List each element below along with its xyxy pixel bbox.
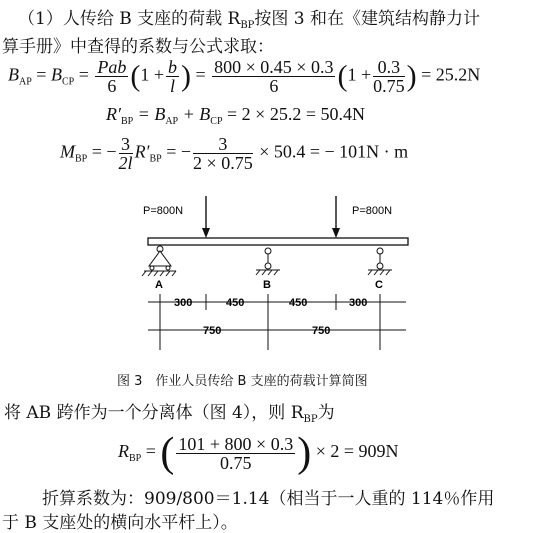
eq3-frac2-num: 3 [193,135,253,154]
dim-450-a: 450 [226,297,245,309]
support-b-label: B [263,279,271,291]
eq1-lhs-a: B [8,64,19,85]
equation-r-bp-final: $R_{BP}$ = ( $\frac{101 + 800 \times 0.3}{0.75}$ ) × 2 = 909N [118,430,399,476]
intro-sub: BP [240,20,255,31]
eq4-result: × 2 = 909N [315,441,399,462]
eq1-frac-pab [95,58,128,95]
eq1-frac3-den: 6 [269,76,279,96]
eq3-frac1-den: 2l [118,153,133,173]
eq3-frac1 [119,135,133,172]
figure-caption: 图 3 作业人员传给 B 支座的荷载计算简图 [117,374,368,389]
eq3-neg2: = − [166,141,192,162]
eq1-result: = 25.2N [421,64,481,85]
after-sub: BP [303,414,318,425]
eq1-frac1-num: Pab [97,57,127,77]
eq1-equals-3: = [195,64,206,85]
eq1-frac4-num: 0.3 [373,58,405,77]
eq3-r: R′ [134,141,150,162]
after-text-b: 为 [317,403,335,423]
eq1-frac1-den: 6 [107,76,117,96]
eq1-equals: = [36,64,47,85]
dim-300-a: 300 [174,297,193,309]
dim-450-b: 450 [289,297,308,309]
conclusion-line-1: 折算系数为：909/800＝1.14（相当于一人重的 114％作用 [42,489,495,509]
eq4-lhs-sub: BP [129,453,142,465]
eq4-frac [176,435,295,472]
eq1-frac2-den: l [169,76,175,96]
equation-r-bp [106,104,365,127]
eq4-frac-den: 0.75 [220,452,252,473]
eq2-lhs-sub: BP [120,116,134,127]
eq3-result: × 50.4 = − 101N · m [259,141,409,162]
eq3-neg: = − [91,141,117,162]
beam-diagram [0,178,545,378]
dim-750-a: 750 [203,325,222,337]
eq1-one-plus-2: 1 + [347,64,372,85]
load-left-arrowhead [202,228,210,238]
eq1-frac3-num: 800 × 0.45 × 0.3 [214,57,334,77]
load-left-label: P=800N [143,205,184,217]
load-right-arrowhead [332,228,340,238]
eq1-frac-numeric [212,58,335,95]
load-right-label: P=800N [352,205,393,217]
intro-text-b: 按图 3 和在《建筑结构静力计 [254,9,481,29]
equation-b-ap: $B_{AP} = B_{CP}$ = $\frac{\text{Pab}}{6}$ (1 + $\frac{b}{l}$ ) = $\frac{800 \times 0.45 \times 0.3}{6}$ (1 + $\frac{0.3}{0.75}$ ) = 25.2N [8,57,481,96]
eq2-lhs: R′ [106,104,121,124]
eq2-b2-sub: CP [210,116,223,127]
eq4-frac-num: 101 + 800 × 0.3 [178,433,294,454]
eq1-frac2-num: b [168,57,177,77]
beam [148,238,408,245]
eq3-frac1-num: 3 [119,135,133,154]
eq1-one-plus: 1 + [140,64,164,85]
eq1-lhs-b-sub: CP [61,76,75,88]
support-a [142,246,176,276]
support-b [256,248,280,275]
intro-text-a: （1）人传给 B 支座的荷载 R [18,9,241,29]
eq2-rhs: = B [137,104,166,124]
dimension-line-bottom [148,320,406,350]
after-text-a: 将 AB 跨作为一个分离体（图 4），则 R [4,403,304,423]
eq2-result: = 2 × 25.2 = 50.4N [227,104,365,124]
eq4-lhs: R [118,441,129,462]
eq3-lhs-sub: BP [75,153,88,165]
conclusion-line-2: 于 B 支座处的横向水平杆上）。 [2,513,238,533]
equation-m-bp [60,135,408,172]
eq3-frac2 [193,135,253,172]
eq3-lhs: M [60,141,75,162]
eq1-frac-ratio [373,58,405,95]
eq3-r-sub: BP [149,153,162,165]
eq1-frac4-den: 0.75 [373,76,405,96]
support-c [368,248,392,275]
dim-750-b: 750 [312,325,331,337]
eq2-b1-sub: AP [165,116,179,127]
eq1-lhs-a-sub: AP [19,76,32,88]
eq2-plus: + B [182,104,211,124]
after-line-1 [4,398,335,425]
eq1-lhs-b: B [50,64,62,85]
intro-line-1 [18,4,480,31]
support-a-label: A [155,279,163,291]
eq1-equals-2: = [78,64,89,85]
eq4-equals: = [145,441,156,462]
dim-300-b: 300 [349,297,368,309]
support-c-label: C [375,279,383,291]
eq3-frac2-den: 2 × 0.75 [193,153,253,173]
eq1-frac-bl [166,58,179,95]
intro-line-2: 算手册》中查得的系数与公式求取： [2,37,274,57]
